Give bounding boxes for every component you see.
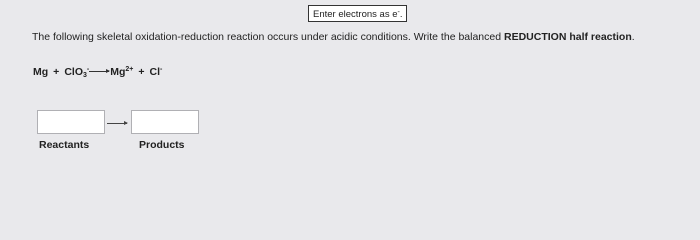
- equation-product-cl: [150, 66, 163, 79]
- products-input[interactable]: [131, 110, 199, 134]
- hint-electron-sup: -: [397, 9, 400, 16]
- question-text-before: The following skeletal oxidation-reduction reaction occurs under acidic conditions. Write the balanced: [32, 31, 504, 43]
- reactants-label: Reactants: [39, 139, 90, 151]
- clo3-subscript: 3: [82, 72, 87, 79]
- clo3-base: ClO: [64, 66, 83, 78]
- hint-text: Enter electrons as e: [313, 9, 398, 20]
- question-text-after: .: [631, 31, 635, 43]
- cl-superscript: -: [160, 66, 163, 73]
- equation-plus-1: +: [53, 66, 60, 78]
- equation-reactant-clo3: [64, 66, 89, 79]
- products-label: Products: [139, 139, 185, 151]
- skeletal-equation: [33, 66, 162, 79]
- hint-suffix: .: [399, 9, 403, 20]
- cl-base: Cl: [149, 66, 161, 78]
- equation-product-mg2: [110, 66, 133, 79]
- mg2-base: Mg: [110, 66, 126, 78]
- reactants-input[interactable]: [37, 110, 105, 134]
- question-text: [32, 31, 635, 44]
- clo3-superscript: -: [86, 66, 90, 73]
- mg2-superscript: 2+: [125, 66, 134, 73]
- hint-box: [308, 5, 407, 22]
- equation-reactant-mg: Mg: [33, 66, 49, 78]
- question-emphasis: REDUCTION half reaction: [503, 31, 632, 43]
- equation-plus-2: +: [138, 66, 145, 78]
- answer-arrow-icon: [107, 123, 127, 124]
- reaction-arrow-icon: [89, 71, 109, 72]
